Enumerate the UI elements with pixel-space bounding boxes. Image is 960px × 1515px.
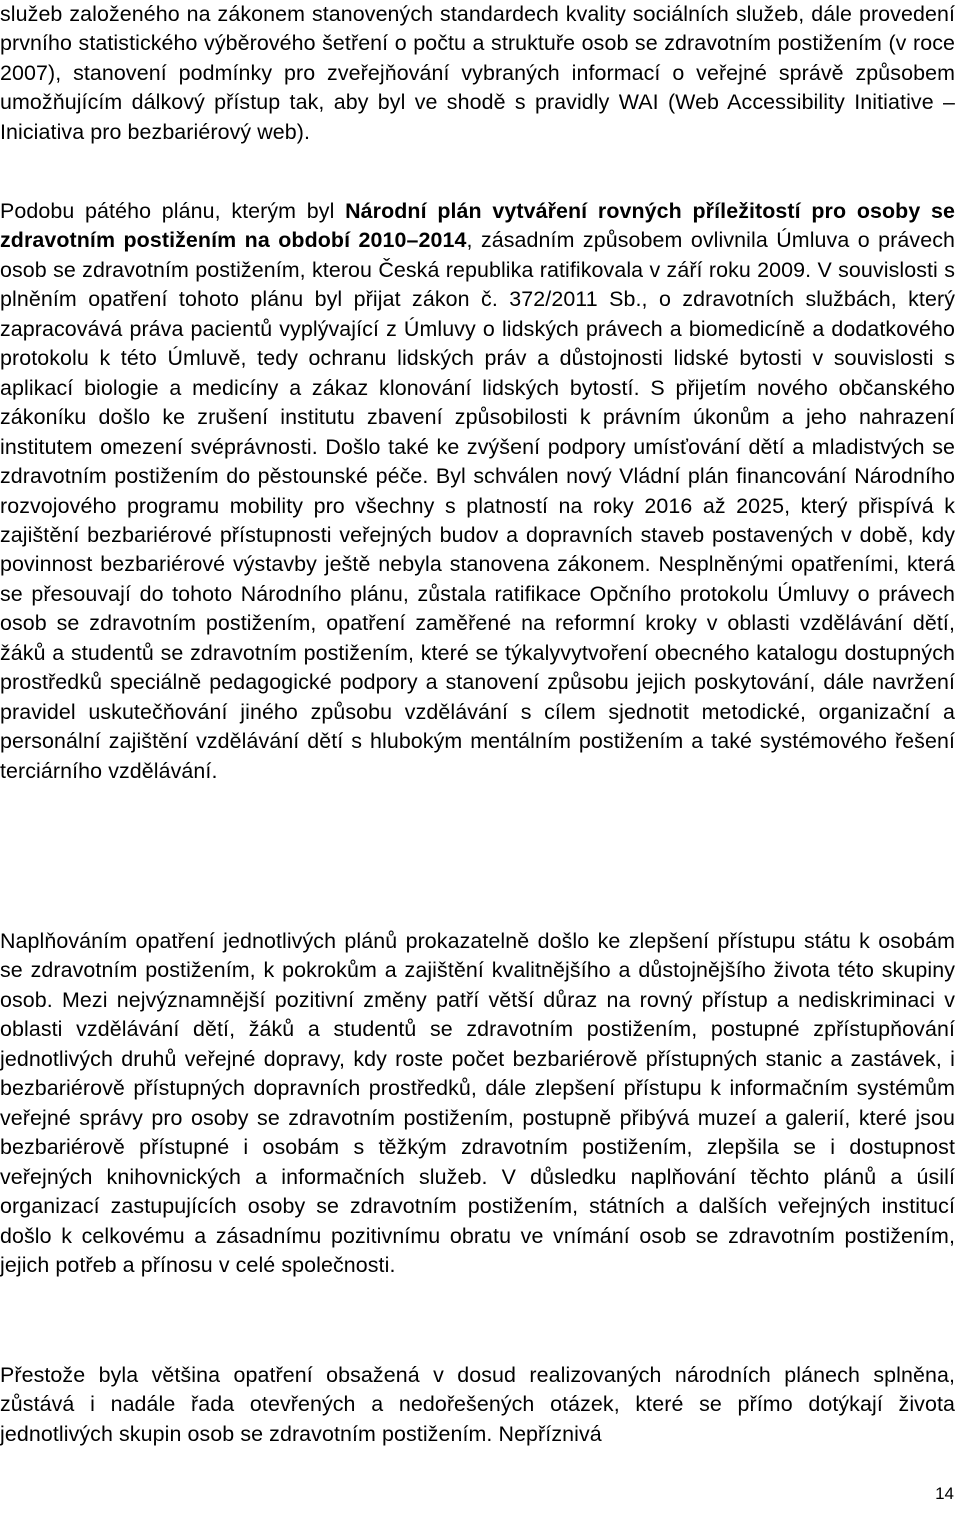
paragraph-2 <box>0 197 955 786</box>
paragraph-2-body: , zásadním způsobem ovlivnila Úmluva o právech osob se zdravotním postižením, kterou Česká republika ratifikovala v září roku 2009. V souvislosti s plněním opatření tohoto plánu byl přijat zákon č. 372/2011 Sb., o zdravotních službách, který zapracovává práva pacientů vyplývající z Úmluvy o lidských právech a biomedicíně a dodatkového protokolu k této Úmluvě, tedy ochranu lidských práv a důstojnosti lidské bytosti v souvislosti s aplikací biologie a medicíny a zákaz klonování lidských bytostí. S přijetím nového občanského zákoníku došlo ke zrušení institutu zbavení způsobilosti k právním úkonům a jeho nahrazení institutem omezení svéprávnosti. Došlo také ke zvýšení podpory umísťování dětí a mladistvých se zdravotním postižením do pěstounské péče. Byl schválen nový Vládní plán financování Národního rozvojového programu mobility pro všechny s platností na roky 2016 až 2025, který přispívá k zajištění bezbariérové přístupnosti veřejných budov a dopravních staveb postavených v době, kdy povinnost bezbariérové výstavby ještě nebyla stanovena zákonem. Nesplněnými opatřeními, která se přesouvají do tohoto Národního plánu, zůstala ratifikace Opčního protokolu Úmluvy o právech osob se zdravotním postižením, opatření zaměřené na reformní kroky v oblasti vzdělávání dětí, žáků a studentů se zdravotním postižením, které se týkalyvytvoření obecného katalogu dostupných prostředků speciálně pedagogické podpory a stanovení způsobu jejich poskytování, dále navržení pravidel uskutečňování jiného způsobu vzdělávání s cílem sjednotit metodické, organizační a personální zajištění vzdělávání dětí s hlubokým mentálním postižením a také systémového řešení terciárního vzdělávání. <box>0 228 955 783</box>
paragraph-3: Naplňováním opatření jednotlivých plánů prokazatelně došlo ke zlepšení přístupu státu k osobám se zdravotním postižením, k pokrokům a zajištění kvalitnějšího a důstojnějšího života této skupiny osob. Mezi nejvýznamnější pozitivní změny patří větší důraz na rovný přístup a nediskriminaci v oblasti vzdělávání dětí, žáků a studentů se zdravotním postižením, postupné zpřístupňování jednotlivých druhů veřejné dopravy, kdy roste počet bezbariérově přístupných stanic a zastávek, i bezbariérově přístupných dopravních prostředků, dále zlepšení přístupu k informačním systémům veřejné správy pro osoby se zdravotním postižením, postupně přibývá muzeí a galerií, které jsou bezbariérově přístupné i osobám s těžkým zdravotním postižením, zlepšila se i dostupnost veřejných knihovnických a informačních služeb. V důsledku naplňování těchto plánů a úsilí organizací zastupujících osoby se zdravotním postižením, státních a dalších veřejných institucí došlo k celkovému a zásadnímu pozitivnímu obratu ve vnímání osob se zdravotním postižením, jejich potřeb a přínosu v celé společnosti. <box>0 929 955 1277</box>
paragraph-2-intro: Podobu pátého plánu, kterým byl <box>0 199 346 223</box>
paragraph-1: služeb založeného na zákonem stanovených standardech kvality sociálních služeb, dále provedení prvního statistického výběrového šetření o počtu a struktuře osob se zdravotním postižením (v roce 2007), stanovení podmínky pro zveřejňování vybraných informací o veřejné správě způsobem umožňujícím dálkový přístup tak, aby byl ve shodě s pravidly WAI (Web Accessibility Initiative – Iniciativa pro bezbariérový web). <box>0 2 955 144</box>
page-number: 14 <box>935 1484 954 1503</box>
paragraph-4: Přestože byla většina opatření obsažená v dosud realizovaných národních plánech splněna, zůstává i nadále řada otevřených a nedořešených otázek, které se přímo dotýkají života jednotlivých skupin osob se zdravotním postižením. Nepříznivá <box>0 1363 955 1446</box>
national-plan-title: Národní plán vytváření rovných příležitostí pro osoby se zdravotním postižením na období 2010–2014 <box>0 199 955 253</box>
